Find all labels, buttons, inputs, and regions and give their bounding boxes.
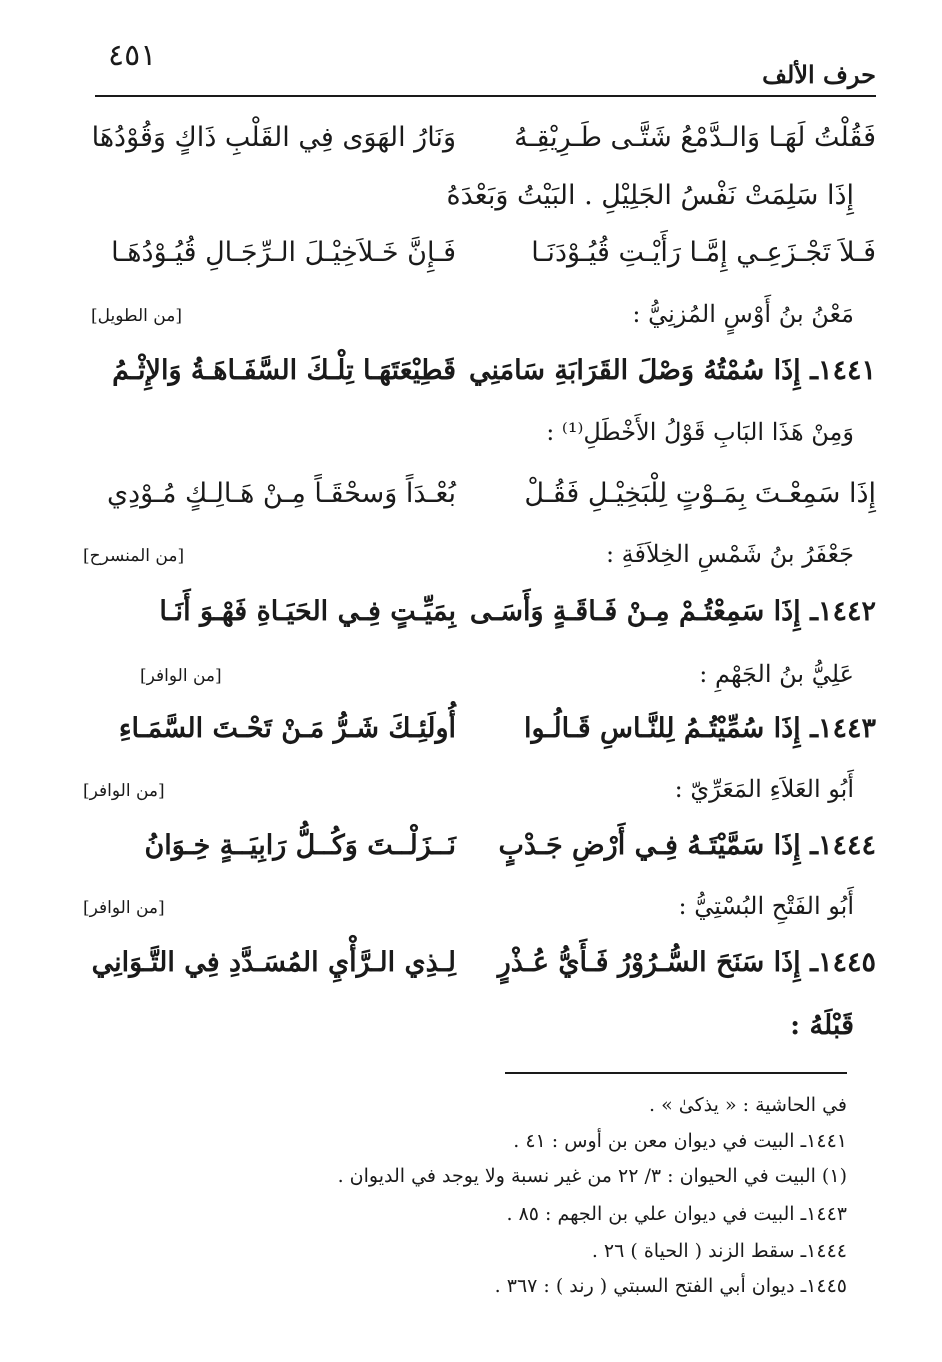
hemistich-second: وَنَارُ الهَوَى فِي القَلْبِ ذَاكٍ وَقُوْدُهَا	[91, 122, 456, 153]
hemistich-first: إِذَا سَمِعْـتَ بِمَـوْتٍ لِلْبَخِيْـلِ فَقُـلْ	[524, 478, 876, 509]
footnote-rule	[505, 1072, 847, 1074]
verse-line-numbered	[95, 355, 876, 411]
hemistich-second: قَطِيْعَتَهَـا تِلْـكَ السَّفَـاهَـةُ وَالإِثْـمُ	[112, 355, 456, 386]
footnote: ١٤٤١ـ البيت في ديوان معن بن أوس : ٤١ .	[513, 1130, 847, 1152]
verse-line	[91, 122, 876, 178]
hemistich-first: فَـلاَ تَجْـزَعِـي إِمَّـا رَأَيْـتِ قُيُـوْدَنَـا	[531, 237, 876, 268]
verse-line-numbered	[91, 947, 876, 1003]
text-line: قَبْلَهُ :	[790, 1010, 854, 1041]
hemistich-first: ١٤٤١ـ إِذَا سُمْتُهُ وَصْلَ القَرَابَةِ سَامَنِي	[469, 355, 876, 386]
footnote: ١٤٤٥ـ ديوان أبي الفتح السبتي ( رند ) : ٣٦٧ .	[494, 1275, 847, 1297]
meter-label: [من المنسرح]	[83, 546, 185, 566]
poet-line	[91, 300, 876, 356]
verse-line	[95, 478, 876, 534]
header-rule	[95, 95, 876, 97]
meter-label: [من الوافر]	[83, 781, 165, 801]
verse-line-numbered	[95, 713, 876, 769]
prose-line	[95, 418, 876, 474]
meter-label: [من الوافر]	[140, 666, 222, 686]
poet-line	[83, 540, 876, 596]
verse-line	[95, 237, 876, 293]
poet-name: أَبُو العَلاَءِ المَعَرِّيّ :	[674, 775, 854, 803]
text-line: وَمِنْ هَذَا البَابِ قَوْلُ الأَخْطَلِ⁽¹⁾ :	[546, 418, 854, 446]
hemistich-first: فَقُلْتُ لَهَـا وَالـدَّمْعُ شَتَّـى طَـرِيْقِـهُ	[514, 122, 876, 153]
poet-line	[83, 775, 876, 831]
hemistich-second: لِـذِي الـرَّأْيِ المُسَـدَّدِ فِي التَّـوَانِي	[91, 947, 456, 978]
hemistich-second: بُعْـدَاً وَسحْقَـاً مِـنْ هَـالِـكٍ مُـوْدِي	[106, 478, 456, 509]
hemistich-second: أُولَئِـكَ شَـرُّ مَـنْ تَحْـتَ السَّمَـاءِ	[118, 713, 456, 744]
meter-label: [من الوافر]	[83, 898, 165, 918]
footnote: (١) البيت في الحيوان : ٣/ ٢٢ من غير نسبة ولا يوجد في الديوان .	[337, 1165, 847, 1187]
footnote: في الحاشية : « يذكىٰ » .	[649, 1094, 847, 1116]
poet-name: مَعْنُ بنُ أَوْسٍ المُزنِيُّ :	[632, 300, 854, 328]
footnote: ١٤٤٤ـ سقط الزند ( الحياة ) ٢٦ .	[591, 1240, 847, 1262]
poet-name: جَعْفَرُ بنُ شَمْسِ الخِلاَفَةِ :	[605, 540, 854, 568]
page-number: ٤٥١	[108, 38, 157, 73]
prose-line	[95, 180, 876, 236]
poet-line	[95, 660, 876, 716]
verse-line-numbered	[95, 830, 876, 886]
footnote: ١٤٤٣ـ البيت في ديوان علي بن الجهم : ٨٥ .	[506, 1203, 847, 1225]
hemistich-second: بِمَيِّـتٍ فِـي الحَيَـاةِ فَهْـوَ أَنَـا	[159, 596, 456, 627]
hemistich-second: فَـإِنَّ خَـلاَخِيْـلَ الـرِّجَـالِ قُيُـوْدُهَـا	[111, 237, 456, 268]
verse-line-numbered	[95, 596, 876, 652]
meter-label: [من الطويل]	[91, 306, 182, 326]
poet-name: أَبُو الفَتْحِ البُسْتِيُّ :	[678, 892, 854, 920]
poet-name: عَلِيُّ بنُ الجَهْمِ :	[699, 660, 854, 688]
text-line: إِذَا سَلِمَتْ نَفْسُ الجَلِيْلِ . البَيْتُ وَبَعْدَهُ	[446, 180, 854, 211]
hemistich-first: ١٤٤٤ـ إِذَا سَمَّيْتَـهُ فِـي أَرْضِ جَـدْبٍ	[498, 830, 876, 861]
hemistich-first: ١٤٤٣ـ إِذَا سُمِّيْتُـمُ لِلنَّـاسِ قَـالُـوا	[524, 713, 876, 744]
hemistich-second: نَــزَلْــتَ وَكُــلُّ رَابِيَــةٍ خِـوَانُ	[144, 830, 456, 861]
running-head: حرف الألف	[762, 60, 876, 89]
hemistich-first: ١٤٤٥ـ إِذَا سَنَحَ السُّـرُوْرُ فَـأَيُّ عُـذْرٍ	[497, 947, 876, 978]
hemistich-first: ١٤٤٢ـ إِذَا سَمِعْتُـمْ مِـنْ فَـاقَـةٍ وَأَسَـى	[469, 596, 876, 627]
prose-line	[95, 1010, 876, 1066]
poet-line	[83, 892, 876, 948]
